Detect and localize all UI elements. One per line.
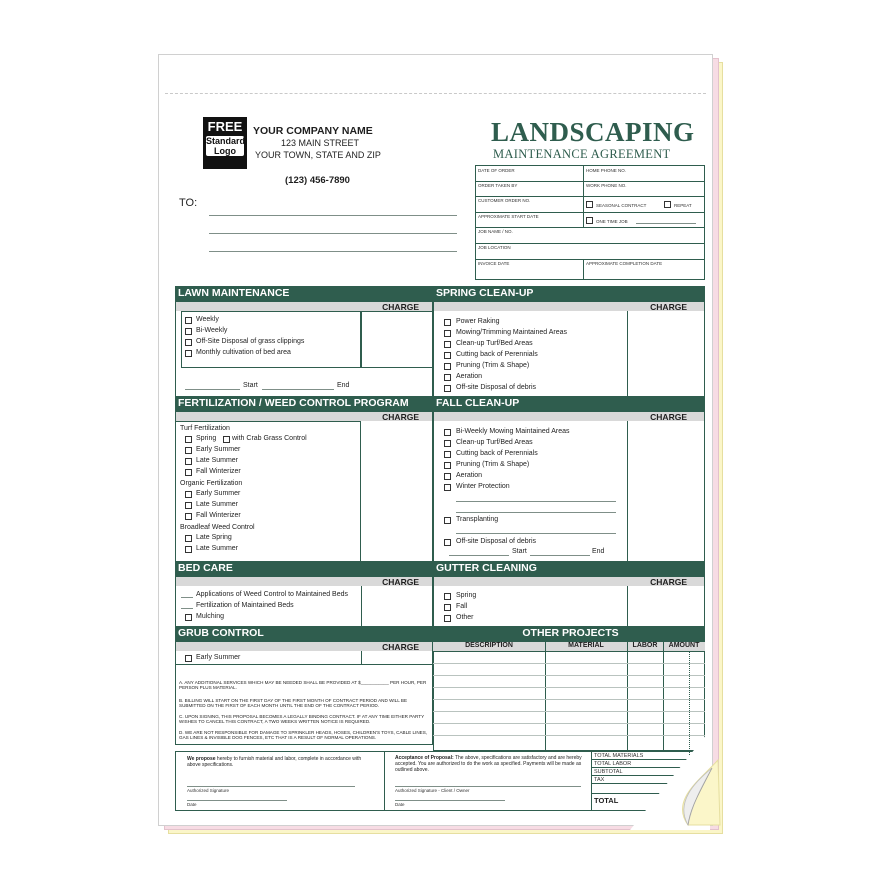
company-street: 123 MAIN STREET — [281, 138, 360, 148]
fall-cb-4[interactable] — [444, 462, 451, 469]
fall-cb-2[interactable] — [444, 440, 451, 447]
grub-control-header: GRUB CONTROL — [175, 626, 433, 641]
page-curl-icon — [630, 730, 730, 830]
title-main: LANDSCAPING — [491, 117, 695, 147]
fert-organic: Organic Fertilization — [180, 480, 243, 487]
col-description: DESCRIPTION — [465, 642, 513, 649]
spring-cb-4[interactable] — [444, 352, 451, 359]
fall-transplanting: Transplanting — [456, 516, 499, 523]
invoice-date-label: INVOICE DATE — [478, 261, 510, 266]
date-of-order-label: DATE OF ORDER — [478, 168, 515, 173]
term-d: D. WE ARE NOT RESPONSIBLE FOR DAMAGE TO SPRINKLER HEADS, HOSES, CHILDREN'S TOYS, CABLE LINES, GAS LINES & INVISIBLE DOG FENCES, ETC THAT IS A RESULT OF NORMAL OPERATIONS. — [179, 730, 428, 741]
company-name: YOUR COMPANY NAME — [253, 125, 373, 137]
gutter-cb-3[interactable] — [444, 615, 451, 622]
fert-charge-label: CHARGE — [382, 412, 419, 422]
spring-cb-6[interactable] — [444, 374, 451, 381]
acceptance-date-label: Date — [395, 802, 405, 807]
proposal-body: hereby to furnish material and labor, complete in accordance with above specifications. — [187, 756, 362, 768]
fall-cleanup-header: FALL CLEAN-UP — [433, 396, 705, 411]
lawn-charge-cell — [361, 311, 433, 368]
spring-cleanup-header: SPRING CLEAN-UP — [433, 286, 705, 301]
fert-crab: with Crab Grass Control — [232, 435, 307, 442]
seasonal-label: SEASONAL CONTRACT — [596, 203, 647, 208]
fert-crab-cb[interactable] — [223, 436, 230, 443]
start-date-label: APPROXIMATE START DATE — [478, 214, 539, 219]
spring-charge-label: CHARGE — [650, 302, 687, 312]
one-time-label: ONE TIME JOB — [596, 219, 628, 224]
col-material: MATERIAL — [568, 642, 604, 649]
spring-item-2: Mowing/Trimming Maintained Areas — [456, 329, 568, 336]
lawn-item-4: Monthly cultivation of bed area — [196, 349, 291, 356]
seasonal-checkbox[interactable] — [586, 201, 593, 208]
term-c: C. UPON SIGNING, THIS PROPOSAL BECOMES A LEGALLY BINDING CONTRACT. IF AT ANY TIME EITHER PARTY WISHES TO CANCEL THIS CONTRACT, A TWO WEEKS WRITTEN NOTICE IS REQUIRED. — [179, 714, 425, 725]
lawn-item-3: Off-Site Disposal of grass clippings — [196, 338, 305, 345]
fall-disposal-cb[interactable] — [444, 539, 451, 546]
fall-item-2: Clean-up Turf/Bed Areas — [456, 439, 533, 446]
fert-fw-cb[interactable] — [185, 469, 192, 476]
fert-org-early-summer: Early Summer — [196, 490, 241, 497]
one-time-checkbox[interactable] — [586, 217, 593, 224]
spring-cb-7[interactable] — [444, 385, 451, 392]
spring-cb-1[interactable] — [444, 319, 451, 326]
fert-org-es-cb[interactable] — [185, 491, 192, 498]
fall-item-6: Winter Protection — [456, 483, 510, 490]
fertilization-header: FERTILIZATION / WEED CONTROL PROGRAM — [175, 396, 433, 411]
lawn-item-1: Weekly — [196, 316, 219, 323]
work-phone-label: WORK PHONE NO. — [586, 183, 627, 188]
lawn-cb-3[interactable] — [185, 339, 192, 346]
fall-start-label: Start — [512, 548, 527, 555]
completion-date-label: APPROXIMATE COMPLETION DATE — [586, 261, 663, 266]
to-line-3 — [209, 251, 457, 252]
company-city: YOUR TOWN, STATE AND ZIP — [255, 150, 381, 160]
other-projects-title: OTHER PROJECTS — [522, 627, 619, 639]
spring-cb-5[interactable] — [444, 363, 451, 370]
term-b: B. BILLING WILL START ON THE FIRST DAY OF THE FIRST MONTH OF CONTRACT PERIOD AND WILL BE SUBMITTED ON THE FIRST OF EACH MONTH UNTIL THE END OF THE CONTRACT PERIOD. — [179, 698, 408, 709]
fert-org-late-summer: Late Summer — [196, 501, 239, 508]
col-amount: AMOUNT — [668, 642, 700, 649]
lawn-end-label: End — [337, 382, 350, 389]
bed-item-3: Mulching — [196, 613, 225, 620]
fall-cb-3[interactable] — [444, 451, 451, 458]
fall-end-label: End — [592, 548, 605, 555]
total-labor-label: TOTAL LABOR — [594, 761, 632, 767]
form-page — [158, 54, 713, 826]
lawn-cb-4[interactable] — [185, 350, 192, 357]
company-phone: (123) 456-7890 — [285, 175, 350, 186]
spring-item-4: Cutting back of Perennials — [456, 351, 538, 358]
lawn-maintenance-header: LAWN MAINTENANCE — [175, 286, 433, 301]
title-sub: MAINTENANCE AGREEMENT — [493, 147, 671, 161]
subtotal-label: SUBTOTAL — [594, 769, 623, 775]
fert-bl-late-summer: Late Summer — [196, 545, 239, 552]
fall-charge-label: CHARGE — [650, 412, 687, 422]
perforation-line — [165, 93, 706, 94]
fert-early-summer: Early Summer — [196, 446, 241, 453]
gutter-item-1: Spring — [456, 592, 477, 599]
gutter-cb-1[interactable] — [444, 593, 451, 600]
fall-cb-5[interactable] — [444, 473, 451, 480]
job-location-label: JOB LOCATION — [478, 245, 511, 250]
spring-item-5: Pruning (Trim & Shape) — [456, 362, 530, 369]
repeat-checkbox[interactable] — [664, 201, 671, 208]
total-materials-label: TOTAL MATERIALS — [594, 753, 644, 759]
tax-label: TAX — [594, 777, 605, 783]
to-line-2 — [209, 233, 457, 234]
spring-item-7: Off-site Disposal of debris — [456, 384, 537, 391]
fert-org-ls-cb[interactable] — [185, 502, 192, 509]
other-projects-header — [433, 626, 705, 641]
fert-ls-cb[interactable] — [185, 458, 192, 465]
acceptance-text — [395, 755, 585, 773]
logo-badge — [203, 117, 247, 169]
gutter-item-3: Other — [456, 614, 474, 621]
total-label: TOTAL — [594, 796, 619, 805]
order-info-box — [475, 165, 705, 280]
fall-transplant-cb[interactable] — [444, 517, 451, 524]
gutter-item-2: Fall — [456, 603, 468, 610]
fert-fall-winterizer: Fall Winterizer — [196, 468, 241, 475]
fert-org-fall-winterizer: Fall Winterizer — [196, 512, 241, 519]
bed-item-1: Applications of Weed Control to Maintained Beds — [196, 591, 349, 598]
grub-charge-label: CHARGE — [382, 642, 419, 652]
to-label: TO: — [179, 197, 198, 209]
gutter-cb-2[interactable] — [444, 604, 451, 611]
grub-item: Early Summer — [196, 654, 241, 661]
spring-item-1: Power Raking — [456, 318, 500, 325]
col-labor: LABOR — [632, 642, 658, 649]
gutter-charge-label: CHARGE — [650, 577, 687, 587]
spring-cb-3[interactable] — [444, 341, 451, 348]
proposal-lead: We propose — [187, 756, 216, 762]
lawn-cb-2[interactable] — [185, 328, 192, 335]
lawn-start-label: Start — [243, 382, 258, 389]
fall-item-3: Cutting back of Perennials — [456, 450, 538, 457]
proposal-signature-label: Authorized Signature — [187, 788, 230, 793]
spring-cb-2[interactable] — [444, 330, 451, 337]
job-name-label: JOB NAME / NO. — [478, 229, 513, 234]
to-line-1 — [209, 215, 457, 216]
lawn-charge-label: CHARGE — [382, 302, 419, 312]
logo-badge-bottom: Standard Logo — [206, 136, 246, 156]
fall-item-4: Pruning (Trim & Shape) — [456, 461, 530, 468]
fall-cb-6[interactable] — [444, 484, 451, 491]
spring-item-6: Aeration — [456, 373, 483, 380]
acceptance-signature-label: Authorized Signature - Client / Owner — [395, 788, 470, 793]
logo-badge-top: FREE — [207, 119, 243, 134]
term-a: A. ANY ADDITIONAL SERVICES WHICH MAY BE NEEDED SHALL BE PROVIDED AT $___________ PER HOUR, PER PERSON PLUS MATERIAL. — [179, 680, 427, 691]
gutter-cleaning-header: GUTTER CLEANING — [433, 561, 705, 576]
fall-disposal: Off-site Disposal of debris — [456, 538, 537, 545]
bed-care-header: BED CARE — [175, 561, 433, 576]
fert-turf: Turf Fertilization — [180, 425, 230, 432]
fall-cb-1[interactable] — [444, 429, 451, 436]
bed-mulch-cb[interactable] — [185, 614, 192, 621]
repeat-label: REPEAT — [674, 203, 692, 208]
order-taken-label: ORDER TAKEN BY — [478, 183, 518, 188]
spring-item-3: Clean-up Turf/Bed Areas — [456, 340, 533, 347]
fall-item-5: Aeration — [456, 472, 483, 479]
fert-spring-cb[interactable] — [185, 436, 192, 443]
grub-cb[interactable] — [185, 655, 192, 662]
fall-item-1: Bi-Weekly Mowing Maintained Areas — [456, 428, 570, 435]
proposal-text — [187, 756, 375, 768]
acceptance-body: The above, specifications are satisfactory and are hereby accepted. You are authorized to do the work as specified. Payments will be made as outlined above. — [395, 755, 582, 773]
fert-bl-lsum-cb[interactable] — [185, 546, 192, 553]
fert-late-summer: Late Summer — [196, 457, 239, 464]
fert-bl-ls-cb[interactable] — [185, 535, 192, 542]
lawn-cb-1[interactable] — [185, 317, 192, 324]
fert-es-cb[interactable] — [185, 447, 192, 454]
lawn-item-2: Bi-Weekly — [196, 327, 228, 334]
fert-spring: Spring — [196, 435, 217, 442]
customer-order-label: CUSTOMER ORDER NO. — [478, 198, 531, 203]
home-phone-label: HOME PHONE NO. — [586, 168, 627, 173]
fert-broadleaf: Broadleaf Weed Control — [180, 524, 255, 531]
fert-late-spring: Late Spring — [196, 534, 232, 541]
acceptance-lead: Acceptance of Proposal: — [395, 755, 454, 761]
bed-item-2: Fertilization of Maintained Beds — [196, 602, 294, 609]
fert-org-fw-cb[interactable] — [185, 513, 192, 520]
bed-charge-label: CHARGE — [382, 577, 419, 587]
proposal-date-label: Date — [187, 802, 197, 807]
